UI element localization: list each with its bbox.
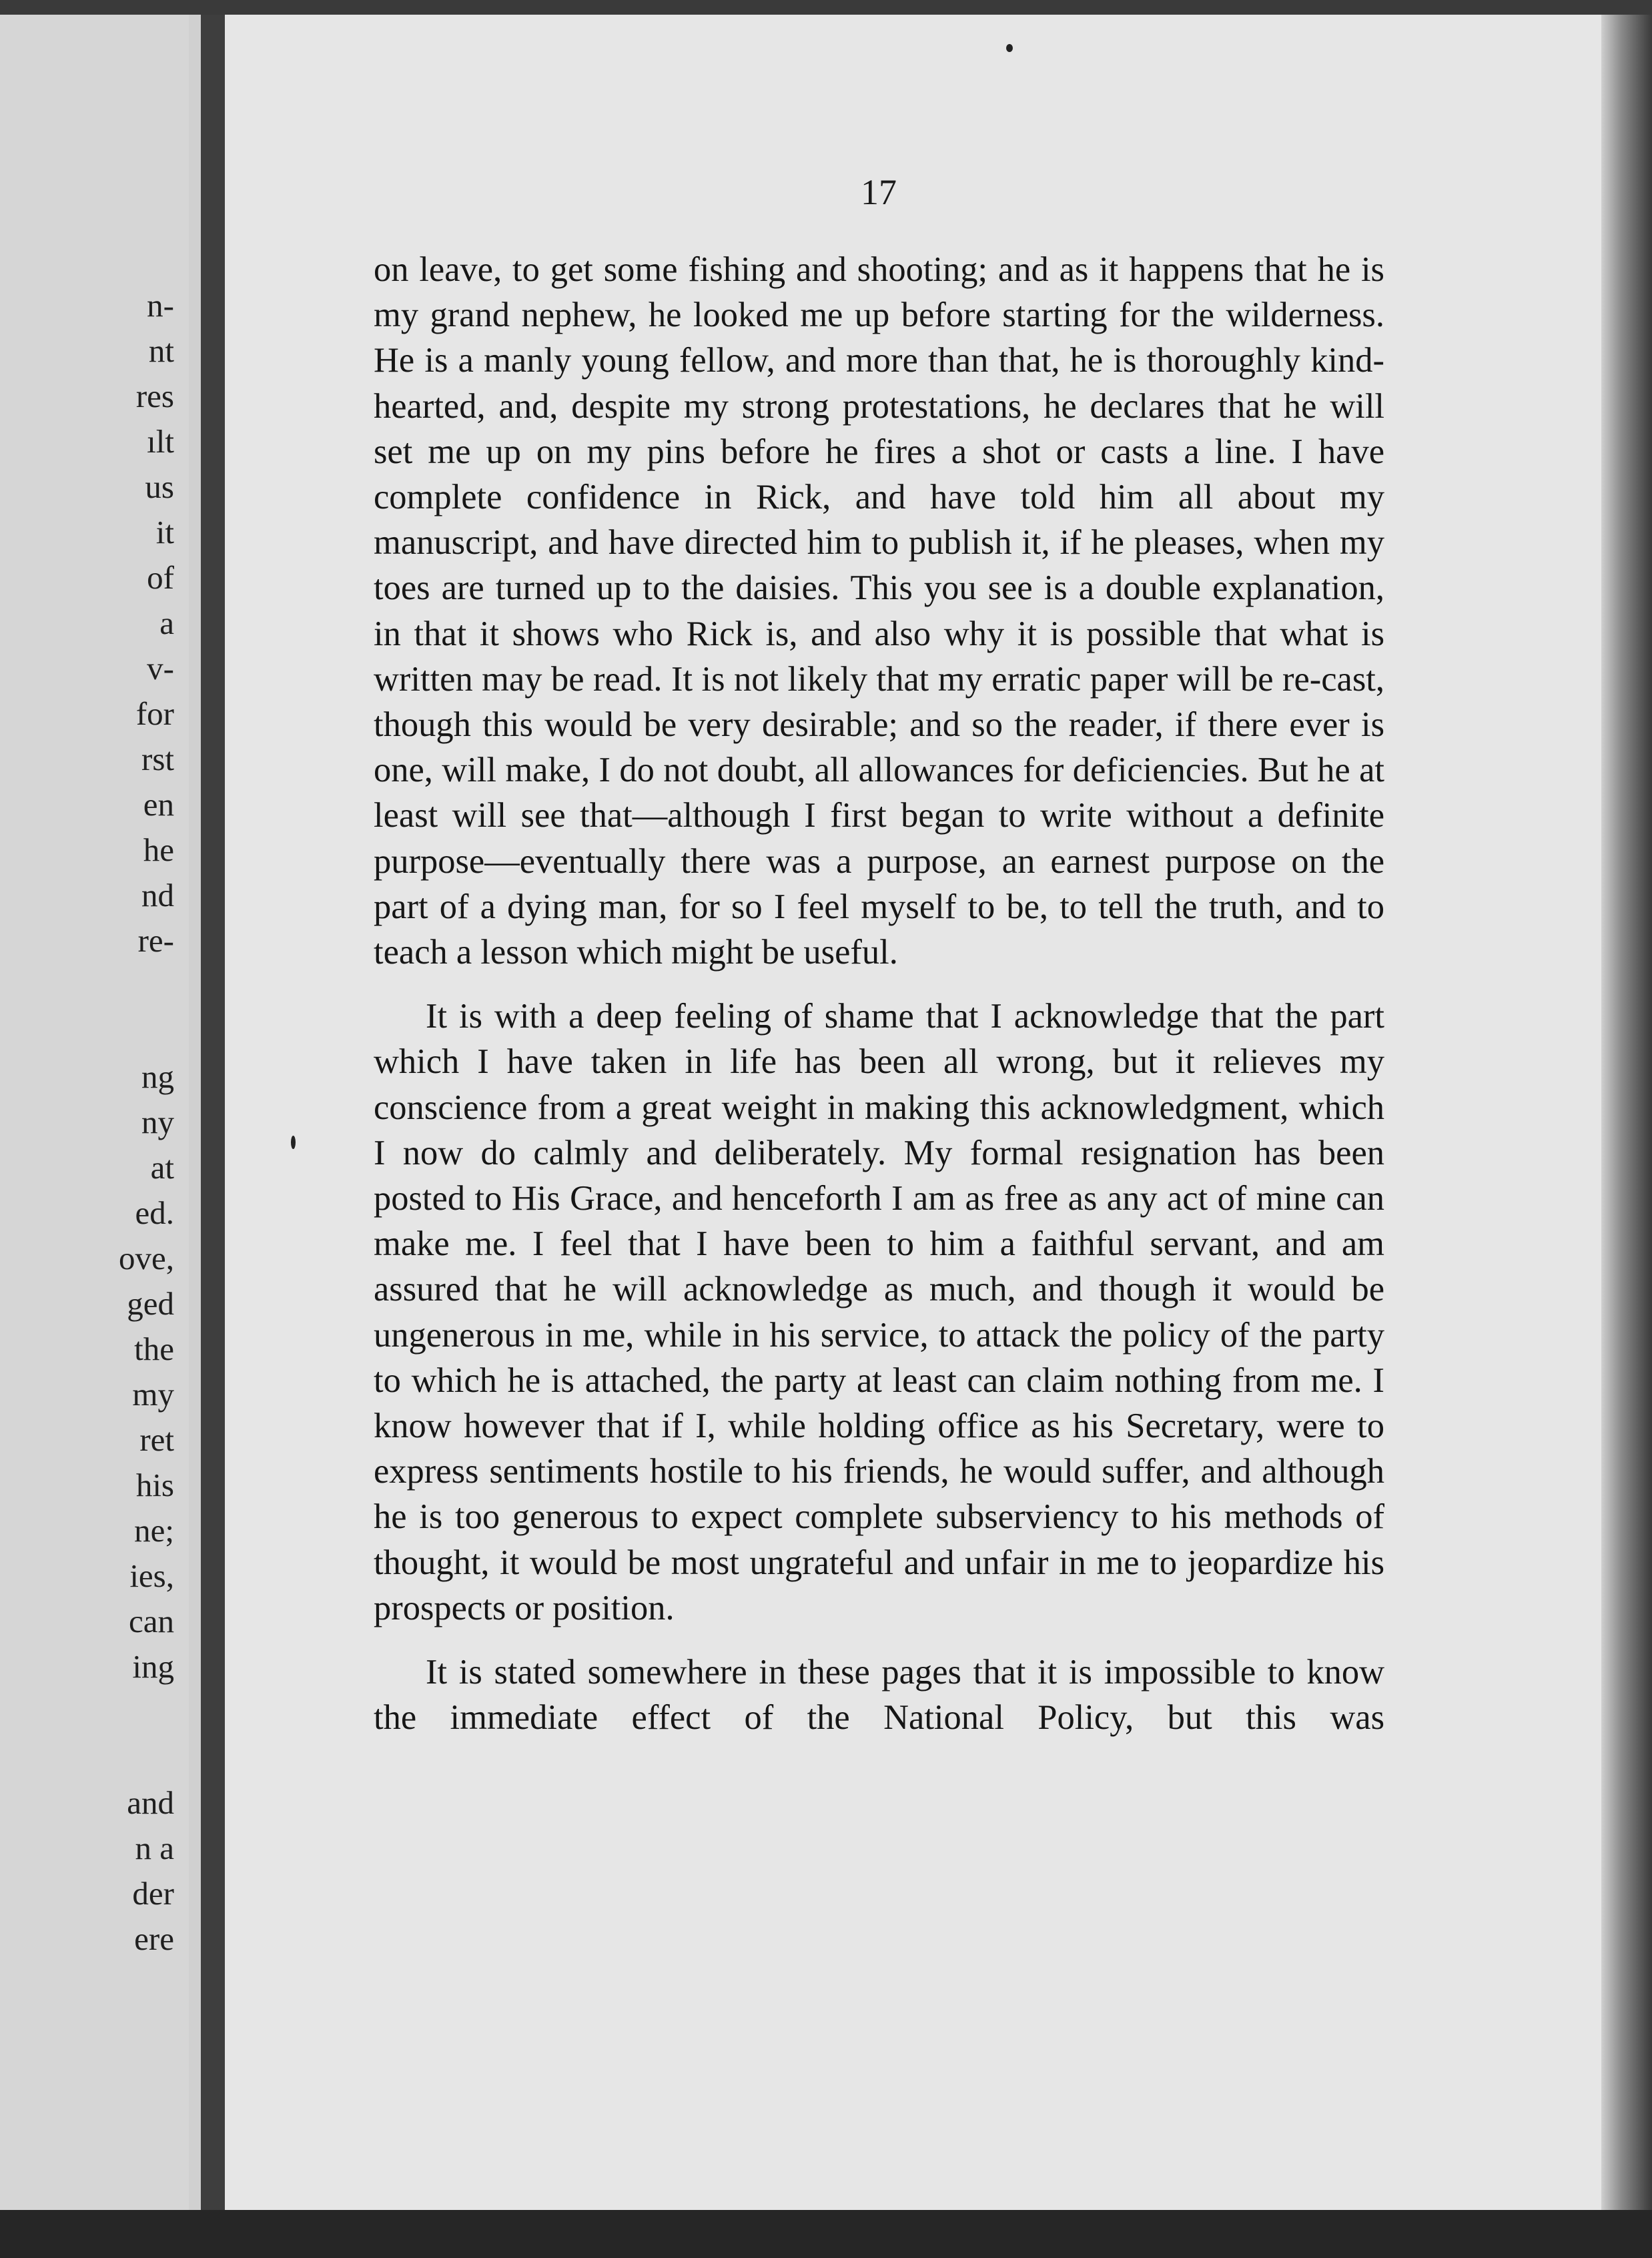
facing-page-fragment: ing [132,1648,174,1685]
facing-page-fragment: ne; [134,1512,174,1549]
facing-page-fragment [119,964,174,1054]
facing-page-fragment: my [132,1376,174,1413]
facing-page-fragment: ove, [119,1240,174,1276]
facing-page-fragment: he [143,831,174,868]
paragraph-national-policy: It is stated somewhere in these pages that it is impossible to know the immediate effect of the National Policy, but this was [374,1653,1384,1738]
facing-page-fragment: ed. [135,1194,174,1231]
facing-page-fragment: a [159,605,174,641]
page-body [374,247,1384,1741]
facing-page-fragment: ılt [147,423,174,460]
facing-page-fragment: can [129,1603,174,1639]
scan-top-edge [0,0,1652,15]
facing-page-fragment: ies, [129,1557,174,1594]
facing-page-fragment: n- [147,287,174,324]
ink-speck [291,1136,296,1149]
facing-page-fragment: his [135,1467,174,1503]
gutter-shadow [201,15,225,2210]
facing-page-fragment: nt [148,332,174,369]
facing-page-fragment: v- [147,650,174,687]
facing-page-fragment: at [150,1149,174,1186]
scan-bottom-edge [0,2210,1652,2258]
facing-page-fragment: ged [127,1285,174,1322]
facing-page-fragment: rst [141,741,174,777]
facing-page-fragment: res [135,378,174,414]
facing-page-edge [0,15,189,2210]
facing-page-fragment: en [143,786,174,823]
facing-page-fragment: and [127,1784,174,1821]
facing-page-fragment: nd [141,877,174,913]
facing-page-text-fragments [119,283,174,1962]
facing-page-fragment: it [155,514,174,550]
facing-page-fragment: ny [141,1104,174,1140]
facing-page-fragment: of [147,559,174,596]
paragraph-continuation: on leave, to get some fishing and shooting; and as it happens that he is my grand nephew, he looked me up before starting for the wilderness. He is a manly young fellow, and more than that, he is thoroughly kind-hearted, and, despite my strong protestations, he declares that he will set me up on my pins before he fires a shot or casts a line. I have complete confidence in Rick, and have told him all about my manuscript, and have directed him to publish it, if he pleases, when my toes are turned up to the daisies. This you see is a double explanation, in that it shows who Rick is, and also why it is possible that what is written may be read. It is not likely that my erratic paper will be re-cast, though this would be very desirable; and so the reader, if there ever is one, will make, I do not doubt, all allowances for deficiencies. But he at least will see that—although I first began to write without a definite purpose—eventually there was a purpose, an earnest purpose on the part of a dying man, for so I feel myself to be, to tell the truth, and to teach a lesson which might be useful. [374,250,1384,972]
page-right-edge [1601,15,1652,2210]
facing-page-fragment [119,1689,174,1780]
facing-page-fragment: n a [135,1830,174,1866]
facing-page-fragment: ere [134,1920,174,1957]
facing-page-fragment: ret [139,1421,174,1458]
facing-page-fragment: us [145,468,174,505]
page-number: 17 [861,172,897,212]
facing-page-fragment: ng [141,1058,174,1095]
facing-page-fragment: re- [137,922,174,959]
facing-page-fragment: the [134,1331,174,1367]
ink-speck [1006,44,1013,52]
facing-page-fragment: for [135,695,174,732]
book-spine [189,15,201,2210]
paragraph-shame-acknowledgment: It is with a deep feeling of shame that I acknowledge that the part which I have taken in life has been all wrong, but it relieves my conscience from a great weight in making this acknowledgment, which I now do calmly and deliberately. My formal resignation has been posted to His Grace, and henceforth I am as free as any act of mine can make me. I feel that I have been to him a faithful servant, and am assured that he will acknowledge as much, and though it would be ungenerous in me, while in his service, to attack the policy of the party to which he is attached, the party at least can claim nothing from me. I know however that if I, while holding office as his Secretary, were to express sentiments hostile to his friends, he would suffer, and although he is too generous to expect complete subserviency to his methods of thought, it would be most ungrateful and unfair in me to jeopardize his prospects or position. [374,997,1384,1627]
facing-page-fragment: der [132,1875,174,1912]
